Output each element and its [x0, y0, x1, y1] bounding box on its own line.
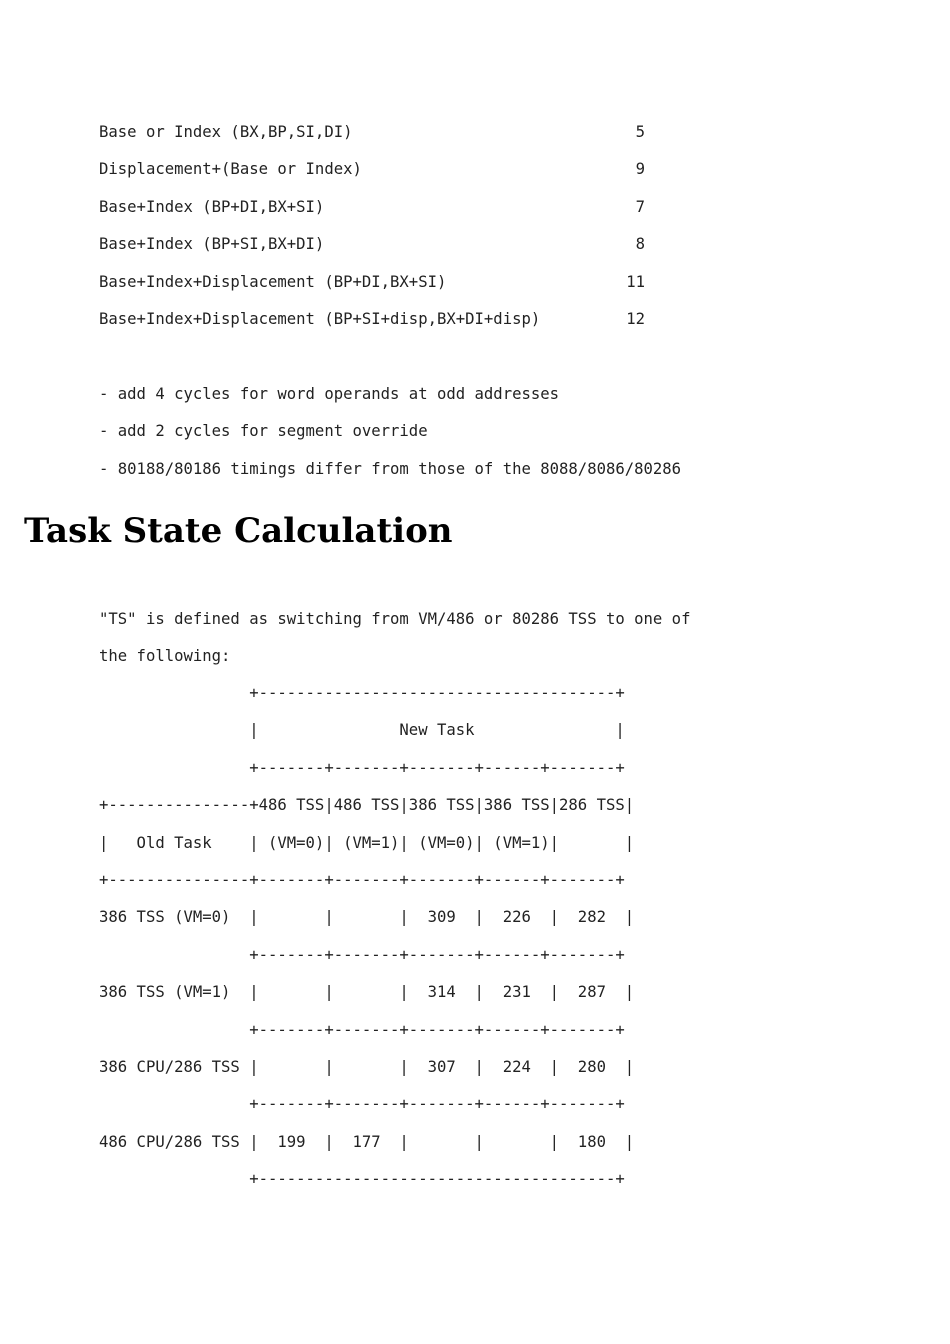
table-row	[99, 156, 659, 193]
ascii-table-line: +---------------+-------+-------+-------+------+-------+	[99, 870, 625, 889]
addressing-mode-label: Base or Index (BX,BP,SI,DI)	[99, 123, 353, 141]
addressing-mode-label: Base+Index+Displacement (BP+DI,BX+SI)	[99, 272, 447, 291]
cycle-count: 11	[626, 272, 645, 291]
ascii-table-line: +--------------------------------------+	[99, 1170, 625, 1189]
table-row	[99, 194, 659, 231]
table-row	[99, 306, 659, 343]
addressing-mode-label: Base+Index+Displacement (BP+SI+disp,BX+DI+disp)	[99, 309, 541, 328]
note-line: - add 4 cycles for word operands at odd addresses	[99, 385, 560, 403]
ascii-table-line: +-------+-------+-------+------+-------+	[99, 1020, 625, 1039]
ascii-table-line: 486 CPU/286 TSS | 199 | 177 | | | 180 |	[99, 1132, 635, 1151]
timing-notes	[99, 381, 681, 493]
addressing-cost-table	[99, 119, 659, 343]
cycle-count: 9	[635, 160, 645, 179]
ascii-table-line: 386 TSS (VM=0) | | | 309 | 226 | 282 |	[99, 908, 635, 927]
intro-line: "TS" is defined as switching from VM/486 or 80286 TSS to one of	[99, 610, 691, 628]
cycle-count: 7	[635, 197, 645, 216]
ascii-table-line: +-------+-------+-------+------+-------+	[99, 1095, 625, 1114]
intro-line: the following:	[99, 647, 231, 666]
ascii-table-line: 386 TSS (VM=1) | | | 314 | 231 | 287 |	[99, 983, 635, 1002]
note-line: - 80188/80186 timings differ from those of the 8088/8086/80286	[99, 459, 682, 478]
section-heading: Task State Calculation	[24, 511, 453, 551]
addressing-mode-label: Base+Index (BP+DI,BX+SI)	[99, 197, 325, 216]
note-line: - add 2 cycles for segment override	[99, 422, 428, 441]
table-row	[99, 119, 659, 156]
ascii-table-line: +-------+-------+-------+------+-------+	[99, 945, 625, 964]
task-switch-table	[99, 680, 634, 1203]
ascii-table-line: +--------------------------------------+	[99, 684, 625, 702]
addressing-mode-label: Base+Index (BP+SI,BX+DI)	[99, 235, 325, 254]
ascii-table-line: +-------+-------+-------+------+-------+	[99, 758, 625, 777]
ascii-table-line: 386 CPU/286 TSS | | | 307 | 224 | 280 |	[99, 1057, 635, 1076]
intro-paragraph	[99, 606, 690, 681]
cycle-count: 8	[635, 235, 645, 254]
ascii-table-line: +---------------+486 TSS|486 TSS|386 TSS|386 TSS|286 TSS|	[99, 796, 635, 815]
table-row	[99, 269, 659, 306]
ascii-table-line: | New Task |	[99, 721, 625, 740]
cycle-count: 12	[626, 309, 645, 328]
addressing-mode-label: Displacement+(Base or Index)	[99, 160, 362, 179]
cycle-count: 5	[635, 123, 645, 141]
ascii-table-line: | Old Task | (VM=0)| (VM=1)| (VM=0)| (VM=1)| |	[99, 833, 635, 852]
table-row	[99, 231, 659, 268]
